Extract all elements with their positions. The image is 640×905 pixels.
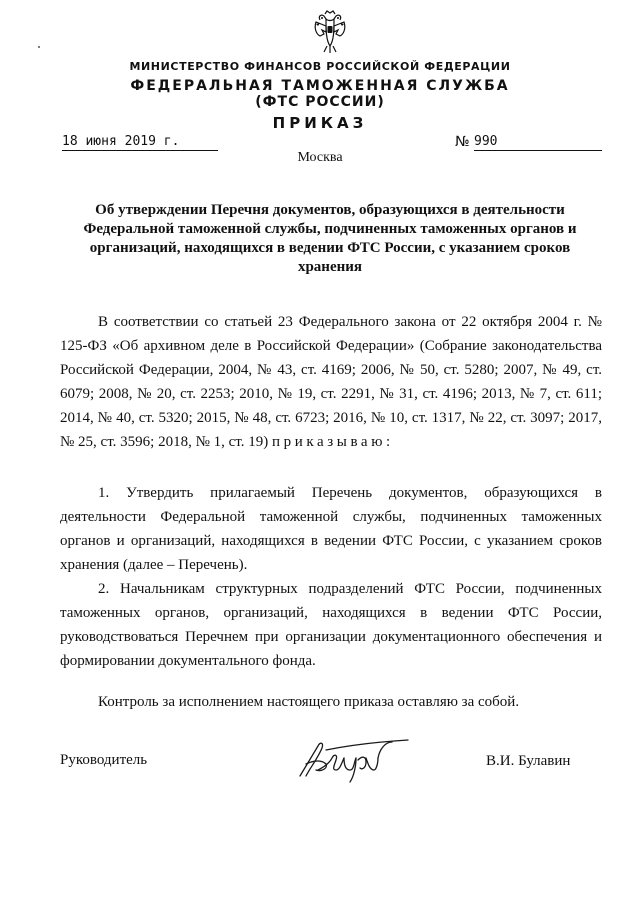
signature-icon bbox=[296, 736, 416, 784]
ministry-heading: МИНИСТЕРСТВО ФИНАНСОВ РОССИЙСКОЙ ФЕДЕРАЦИИ bbox=[129, 60, 511, 73]
signer-name: В.И. Булавин bbox=[486, 753, 571, 769]
preamble-text: В соответствии со статьей 23 Федерального закона от 22 октября 2004 г. № 125-ФЗ «Об архивном деле в Российской Федерации» (Собрание законодательства Российской Федерации, 2004, № 43, ст. 4169; 2006, № 50, ст. 5280; 2007, № 49, ст. 6079; 2008, № 20, ст. 2253; 2010, № 19, ст. 2291, № 31, ст. 4196; 2013, № 7, ст. 611; 2014, № 40, ст. 5320; 2015, № 48, ст. 6723; 2016, № 10, ст. 1317, № 22, ст. 3097; 2017, № 25, ст. 3596; 2018, № 1, ст. 19) bbox=[60, 314, 602, 450]
document-type-heading: ПРИКАЗ bbox=[272, 114, 368, 132]
order-number: 990 bbox=[474, 134, 602, 151]
signer-title: Руководитель bbox=[60, 752, 148, 768]
order-city: Москва bbox=[297, 150, 343, 165]
coat-of-arms-icon bbox=[312, 10, 348, 54]
item-2-paragraph: 2. Начальникам структурных подразделений ФТС России, подчиненных таможенных органов, организаций, находящихся в ведении ФТС России, руководствоваться Перечнем при организации документационного обеспечения и формировании документального фонда. bbox=[60, 581, 602, 669]
order-number-label: № bbox=[455, 134, 470, 150]
order-date: 18 июня 2019 г. bbox=[62, 134, 218, 151]
item-1-paragraph: 1. Утвердить прилагаемый Перечень документов, образующихся в деятельности Федеральной таможенной службы, подчиненных таможенных органов и организаций, находящихся в ведении ФТС России, с указанием сроков хранения (далее – Перечень). bbox=[60, 485, 602, 573]
service-heading: ФЕДЕРАЛЬНАЯ ТАМОЖЕННАЯ СЛУЖБА bbox=[130, 78, 510, 94]
scan-speck bbox=[38, 46, 40, 48]
order-subject: Об утверждении Перечня документов, образующихся в деятельности Федеральной таможенной службы, подчиненных таможенных органов и организаций, находящихся в ведении ФТС России, с указанием сроков хранения bbox=[83, 202, 577, 275]
service-abbreviation: (ФТС РОССИИ) bbox=[255, 94, 385, 110]
preamble-paragraph bbox=[60, 310, 602, 454]
control-paragraph: Контроль за исполнением настоящего приказа оставляю за собой. bbox=[98, 694, 520, 710]
order-word: приказываю: bbox=[271, 434, 394, 450]
